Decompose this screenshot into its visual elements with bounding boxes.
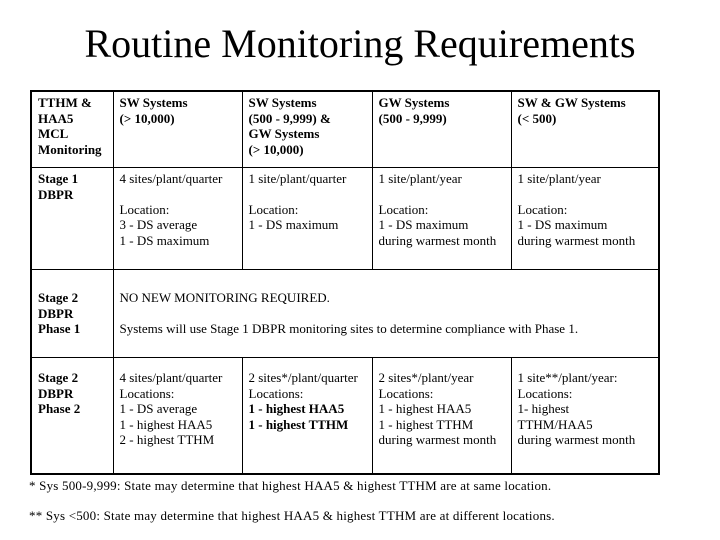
footnote-single-asterisk: * Sys 500-9,999: State may determine that highest HAA5 & highest TTHM are at same location. <box>29 478 552 493</box>
location-line: 1 - DS maximum <box>517 217 608 232</box>
location-line: TTHM/HAA5 <box>517 416 593 432</box>
row-label-line: Phase 1 <box>38 321 81 336</box>
frequency-text: 4 sites/plant/quarter <box>119 370 223 385</box>
header-line: GW Systems <box>378 95 450 110</box>
phase2-cell-sw-large <box>113 358 242 474</box>
location-line: 1 - DS average <box>119 401 198 416</box>
stage1-cell-small <box>511 168 659 270</box>
location-line: during warmest month <box>378 232 497 248</box>
header-line: Monitoring <box>38 141 102 157</box>
header-cell-rule <box>31 91 113 168</box>
header-line: MCL <box>38 126 69 141</box>
header-row <box>31 91 659 168</box>
row-label-line: DBPR <box>38 186 74 202</box>
monitoring-table-wrapper <box>30 90 660 475</box>
location-line: Locations: <box>378 385 434 401</box>
location-line: Locations: <box>119 385 175 401</box>
stage1-row <box>31 168 659 270</box>
header-line: (500 - 9,999) & <box>248 110 331 126</box>
frequency-text: 1 site**/plant/year: <box>517 370 618 385</box>
frequency-text: 1 site/plant/quarter <box>248 171 347 186</box>
location-line: 3 - DS average <box>119 217 198 232</box>
location-line: 1 - highest HAA5 <box>248 401 345 416</box>
header-line: SW Systems <box>248 95 317 110</box>
frequency-text: 1 site/plant/year <box>517 171 601 186</box>
header-line: (> 10,000) <box>119 110 175 126</box>
header-line: SW Systems <box>119 95 188 110</box>
location-line: Location: <box>119 201 170 217</box>
location-line: Locations: <box>517 385 573 401</box>
header-line: HAA5 <box>38 110 74 126</box>
header-cell-small <box>511 91 659 168</box>
stage1-cell-sw-medium <box>242 168 372 270</box>
row-label-line: Stage 2 <box>38 290 79 305</box>
frequency-text: 4 sites/plant/quarter <box>119 171 223 186</box>
location-line: 1- highest <box>517 401 570 416</box>
header-cell-gw-medium <box>372 91 511 168</box>
frequency-text: 1 site/plant/year <box>378 171 462 186</box>
location-line: Location: <box>378 201 429 217</box>
phase2-label-cell <box>31 358 113 474</box>
stage1-cell-gw-medium <box>372 168 511 270</box>
frequency-text: 2 sites*/plant/quarter <box>248 370 358 385</box>
location-line: during warmest month <box>517 432 636 447</box>
location-line: Location: <box>517 201 568 217</box>
phase1-label-cell <box>31 270 113 358</box>
row-label-line: Stage 2 <box>38 370 79 385</box>
header-line: SW & GW Systems <box>517 95 626 110</box>
frequency-text: 2 sites*/plant/year <box>378 370 474 385</box>
stage1-label-cell <box>31 168 113 270</box>
location-line: 1 - DS maximum <box>378 217 469 232</box>
location-line: 2 - highest TTHM <box>119 432 215 447</box>
header-line: GW Systems <box>248 126 320 141</box>
header-line: (500 - 9,999) <box>378 110 447 126</box>
header-line: (> 10,000) <box>248 141 304 157</box>
header-line: TTHM & <box>38 95 92 110</box>
row-label-line: DBPR <box>38 385 74 401</box>
phase1-compliance-text: Systems will use Stage 1 DBPR monitoring sites to determine compliance with Phase 1. <box>119 320 579 336</box>
location-line: 1 - DS maximum <box>119 232 210 248</box>
location-line: Locations: <box>248 385 304 401</box>
phase1-content-cell <box>113 270 659 358</box>
row-label-line: Phase 2 <box>38 401 81 416</box>
monitoring-table <box>30 90 660 475</box>
phase2-cell-sw-medium <box>242 358 372 474</box>
row-label-line: Stage 1 <box>38 171 79 186</box>
location-line: 1 - highest HAA5 <box>378 401 472 416</box>
footnote-double-asterisk: ** Sys <500: State may determine that highest HAA5 & highest TTHM are at different locations. <box>29 508 555 523</box>
phase2-cell-small <box>511 358 659 474</box>
location-line: 1 - DS maximum <box>248 217 339 232</box>
location-line: 1 - highest HAA5 <box>119 416 213 432</box>
location-line: during warmest month <box>517 232 636 248</box>
location-line: during warmest month <box>378 432 497 447</box>
stage1-cell-sw-large <box>113 168 242 270</box>
location-line: 1 - highest TTHM <box>248 416 349 432</box>
phase2-cell-gw-medium <box>372 358 511 474</box>
header-cell-sw-medium <box>242 91 372 168</box>
stage2-phase1-row <box>31 270 659 358</box>
stage2-phase2-row <box>31 358 659 474</box>
header-cell-sw-large <box>113 91 242 168</box>
row-label-line: DBPR <box>38 305 74 321</box>
location-line: Location: <box>248 201 299 217</box>
page-title: Routine Monitoring Requirements <box>84 21 636 66</box>
no-new-monitoring-text: NO NEW MONITORING REQUIRED. <box>119 290 330 305</box>
header-line: (< 500) <box>517 110 557 126</box>
location-line: 1 - highest TTHM <box>378 416 474 432</box>
